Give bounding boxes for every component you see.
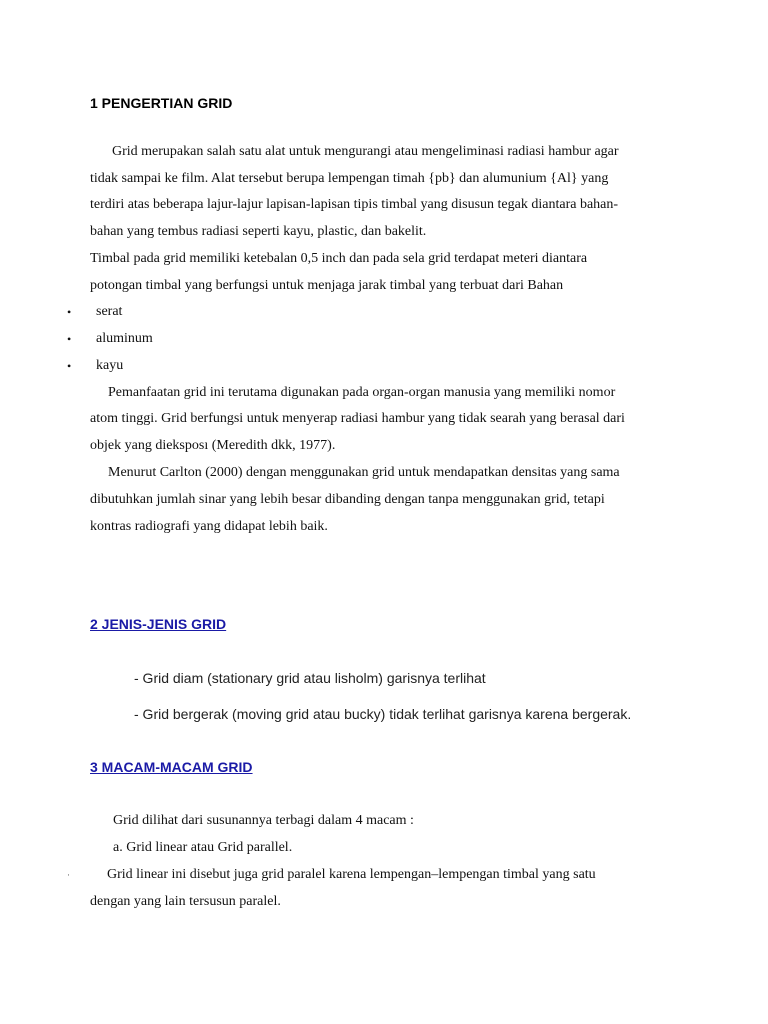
- sub-item: a. Grid linear atau Grid parallel.: [113, 840, 293, 855]
- paragraph-line: Grid linear ini disebut juga grid paralel karena lempengan–lempengan timbal yang satu: [107, 867, 596, 882]
- paragraph-line: bahan yang tembus radiasi seperti kayu, plastic, dan bakelit.: [90, 224, 427, 239]
- section-2-heading: 2 JENIS-JENIS GRID: [90, 616, 227, 632]
- paragraph-line: objek yang dieksposı (Meredith dkk, 1977).: [90, 438, 336, 453]
- paragraph-line: tidak sampai ke film. Alat tersebut berupa lempengan timah {pb} dan alumunium {Al} yang: [90, 171, 609, 186]
- paragraph-line: potongan timbal yang berfungsi untuk menjaga jarak timbal yang terbuat dari Bahan: [90, 278, 564, 293]
- paragraph-line: kontras radiografi yang didapat lebih baik.: [90, 519, 328, 534]
- bullet-icon: •: [67, 359, 72, 373]
- paragraph-line: atom tinggi. Grid berfungsi untuk menyerap radiasi hambur yang tidak searah yang berasal dari: [90, 411, 625, 426]
- list-item: - Grid bergerak (moving grid atau bucky) tidak terlihat garisnya karena bergerak.: [134, 706, 632, 722]
- section-3-heading: 3 MACAM-MACAM GRID: [90, 759, 253, 775]
- paragraph-line: Pemanfaatan grid ini terutama digunakan pada organ-organ manusia yang memiliki nomor: [108, 385, 616, 400]
- list-item: - Grid diam (stationary grid atau lisholm) garisnya terlihat: [134, 670, 486, 686]
- paragraph-line: Grid merupakan salah satu alat untuk mengurangi atau mengeliminasi radiasi hambur agar: [112, 144, 619, 159]
- section-1-heading: 1 PENGERTIAN GRID: [90, 95, 233, 111]
- bullet-icon: •: [67, 332, 72, 346]
- paragraph-line: dengan yang lain tersusun paralel.: [90, 894, 281, 909]
- list-item: serat: [96, 304, 123, 319]
- bullet-icon: •: [67, 305, 72, 319]
- paragraph-line: terdiri atas beberapa lajur-lajur lapisan-lapisan tipis timbal yang disusun tegak diantara bahan-: [90, 197, 619, 212]
- paragraph-line: Menurut Carlton (2000) dengan menggunakan grid untuk mendapatkan densitas yang sama: [108, 465, 620, 480]
- paragraph-line: Grid dilihat dari susunannya terbagi dalam 4 macam :: [113, 813, 414, 828]
- paragraph-line: dibutuhkan jumlah sinar yang lebih besar dibanding dengan tanpa menggunakan grid, tetapi: [90, 492, 605, 507]
- list-item: kayu: [96, 358, 124, 373]
- bullet-icon: ·: [67, 870, 70, 880]
- paragraph-line: Timbal pada grid memiliki ketebalan 0,5 inch dan pada sela grid terdapat meteri diantara: [90, 251, 588, 266]
- list-item: aluminum: [96, 331, 153, 346]
